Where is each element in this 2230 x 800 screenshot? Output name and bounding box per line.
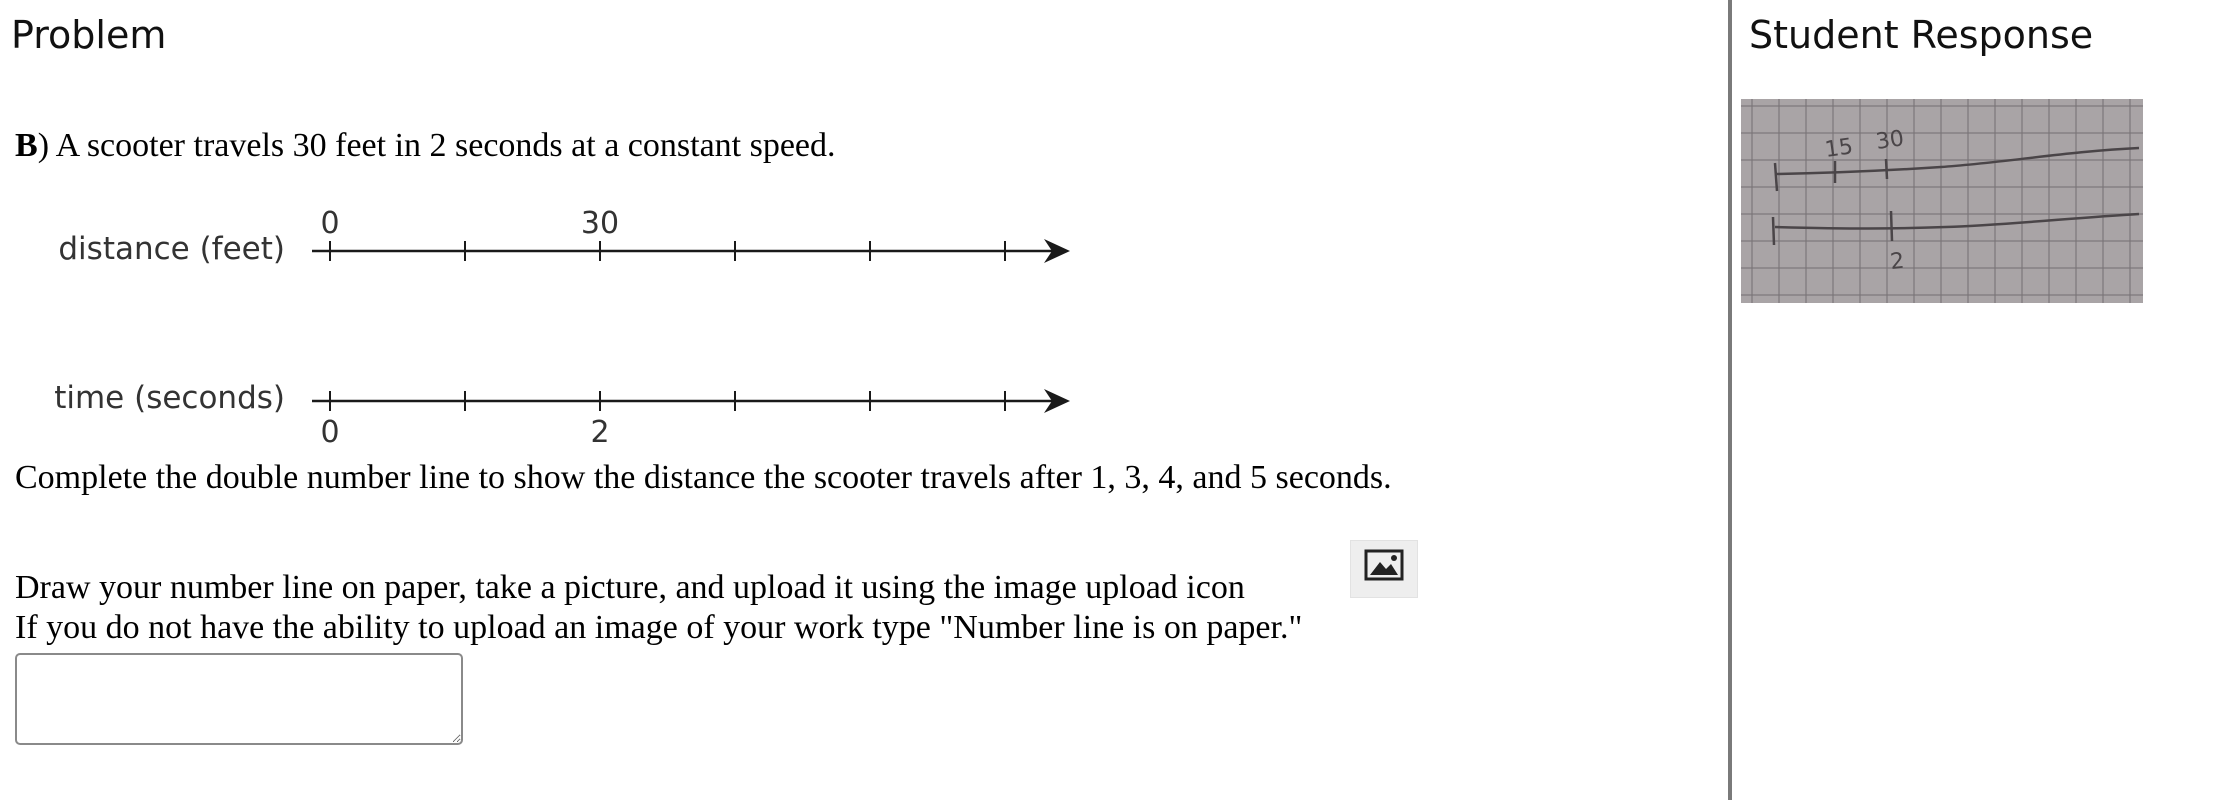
handwritten-mark: 30 xyxy=(1874,126,1906,155)
problem-question: Complete the double number line to show the distance the scooter travels after 1, 3, 4, and 5 seconds. xyxy=(15,459,1392,496)
fallback-instruction: If you do not have the ability to upload an image of your work type "Number line is on paper." xyxy=(15,609,1303,646)
handwritten-mark: 2 xyxy=(1889,248,1906,275)
answer-input[interactable] xyxy=(15,653,463,745)
student-response-image[interactable] xyxy=(1741,99,2143,303)
upload-instruction: Draw your number line on paper, take a picture, and upload it using the image upload icon xyxy=(15,569,1245,606)
top-tick-label: 30 xyxy=(580,206,620,241)
problem-intro xyxy=(15,126,836,166)
top-tick-label: 0 xyxy=(320,206,340,241)
part-suffix: ) xyxy=(37,127,50,164)
handwritten-number-lines xyxy=(1741,99,2143,303)
problem-title: Problem xyxy=(11,13,167,57)
part-letter: B xyxy=(15,127,38,164)
response-panel xyxy=(1732,0,2230,800)
picture-icon xyxy=(1364,548,1404,582)
response-title: Student Response xyxy=(1749,13,2094,57)
intro-text: A scooter travels 30 feet in 2 seconds at a constant speed. xyxy=(49,127,836,164)
bottom-tick-label: 0 xyxy=(320,415,340,450)
bottom-line-label: time (seconds) xyxy=(54,380,285,416)
bottom-tick-label: 2 xyxy=(590,415,610,450)
top-line-label: distance (feet) xyxy=(58,231,285,267)
double-number-line-figure xyxy=(40,196,1070,456)
image-upload-icon[interactable] xyxy=(1350,540,1418,598)
handwritten-mark: 15 xyxy=(1823,134,1855,163)
